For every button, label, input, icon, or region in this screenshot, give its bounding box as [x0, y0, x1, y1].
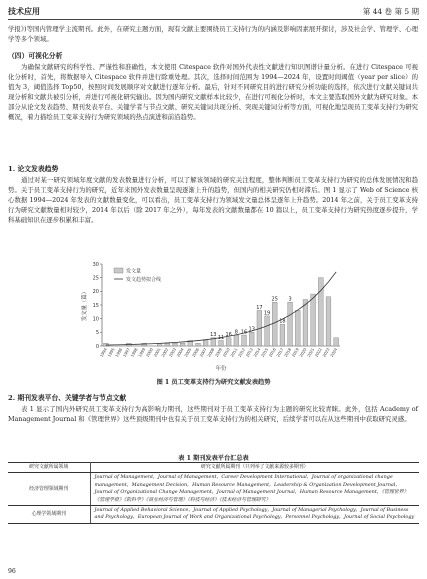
x-tick-label: 1996 [114, 347, 124, 358]
x-tick-label: 2021 [306, 347, 316, 358]
bar-value-label: 13 [210, 332, 217, 339]
bar [180, 343, 185, 346]
journal-table [8, 462, 419, 524]
x-tick-label: 2019 [290, 347, 300, 358]
x-tick-label: 2014 [252, 347, 262, 358]
bar-value-label: 16 [240, 329, 248, 336]
table-header-journals: 研究文献所属期刊（只列举了文献来源较多期刊） [90, 463, 419, 473]
table-row [8, 473, 419, 506]
bar [203, 341, 208, 346]
bar-value-label: 16 [225, 332, 232, 339]
paragraph-publication-trend: 通过对某一研究领域年度文献的发表数量进行分析，可以了解该领域的研究关注程度，整体判断员工变革支持行为研究的总体发展情况和趋势。关于员工变革支持行为的研究，近年来国外发表数量呈现逐渐上升的趋势，但国内的相关研究仍相对滞后。图 1 显示了 Web of Science 核心数据 1994—2024 年发表的文献数量变化，可以看出，员工变革支持行为领域发文量总体呈逐年上升趋势。2014 年之前，关于员工变革支持行为研究文献数量相对较少，2014 年以后（除 2017 年之外），每年发表的文献数量都在 10 篇以上，员工变革支持行为研究热度逐步提升，学科基础知识在逐步积累和丰富。 [8, 176, 418, 224]
bar-value-label: 25 [271, 296, 278, 303]
bar-value-label: 13 [248, 326, 255, 333]
bar [280, 324, 285, 346]
y-tick-label: 10 [92, 316, 99, 323]
y-tick-label: 25 [92, 275, 99, 282]
section-heading-visual-analysis: （四）可视化分析 [8, 52, 63, 60]
running-header-volume: 第 44 卷 第 5 期 [362, 7, 419, 16]
x-tick-label: 2003 [167, 347, 178, 358]
table-caption: 表 1 期刊发表平台汇总表 [178, 455, 249, 462]
y-tick-label: 15 [92, 302, 99, 309]
paragraph-journals-intro: 学报》)等国内管理学主流期刊。此外，在研究主题方面，现有文献主要围绕员工支持行为的内涵及影响因素展开探讨，涉及社会学、管理学、心理学等多个领域。 [8, 25, 418, 43]
x-tick-label: 2015 [259, 347, 270, 358]
table-cell-field: 心理学领域期刊 [8, 506, 90, 524]
x-tick-label: 2001 [152, 347, 162, 358]
y-axis-label: 发文量（篇） [82, 288, 88, 322]
bar-value-label: 19 [263, 310, 271, 317]
x-tick-label: 2016 [267, 347, 277, 358]
table-cell-field: 经济管理领域期刊 [8, 473, 90, 506]
bar-value-label: 17 [256, 304, 263, 311]
paragraph-citespace-method: 为确保文献研究的科学性、严谨性和准确性，本文使用 Citespace 软件对国外代表性文献进行知识图谱计量分析。在进行 Citespace 可视化分析时，首先，将数据导入 Citespace 软件并进行除重处理。其次，选择时间范围为 1994—2024 年，设置时间阈值（year per slice）的值为 3，阈值选择 Top50，按照时间发展顺序对文献进行逐年分析。最后，针对不同研究目的进行研究分析功能的选择，依次进行文献关键词共现分析和文献共被引分析，并进行可视化研究输出。因为国内研究文献样本比较少，在进行可视化分析时，本文主要选取国外文献为研究对象。本部分从论文发表趋势、期刊发表平台、关键学者与节点文献、研究关键词共现分析、突现关键词分析等方面，可视化地呈现员工变革支持行为研究概况，着力描绘员工变革支持行为研究领域的热点演进和前沿趋势。 [8, 63, 418, 121]
bar [249, 332, 254, 346]
bar-value-label: 18 [279, 318, 286, 325]
y-tick-label: 5 [95, 330, 99, 337]
x-tick-label: 1995 [106, 347, 116, 358]
table-cell-journals: Journal of Management，Journal of Management，Career Development International，Journal of organizational change management，Management Decision，Human Resource Management，Leadership & Organization Development Journal，Journal of Organizational Change Management，Journal of Management Journal，Human Resource Management，《管理世界》《管理学报》《软科学》《商业经济与管理》《科技与经济》《技术经济与管理研究》 [90, 473, 419, 506]
x-tick-label: 2002 [160, 347, 170, 358]
table-row [8, 506, 419, 524]
bar-value-label: 3 [288, 296, 292, 303]
bar [272, 302, 277, 346]
y-tick-label: 30 [92, 261, 99, 268]
legend-swatch-bars [114, 268, 123, 273]
y-tick-label: 20 [92, 289, 99, 296]
y-tick-label: 0 [95, 343, 99, 350]
x-axis-label: 年份 [215, 366, 227, 372]
table-header-row [8, 463, 419, 473]
section-heading-publication-trend: 1. 论文发表趋势 [8, 165, 59, 173]
bar [334, 338, 339, 346]
bar-value-label: 11 [217, 334, 225, 341]
x-tick-label: 2017 [275, 347, 285, 358]
x-tick-label: 2010 [221, 347, 231, 358]
bar [242, 335, 247, 346]
running-header-section: 技术应用 [8, 6, 40, 16]
bar [318, 278, 323, 346]
paragraph-journal-platform: 表 1 显示了国内外研究员工变革支持行为高影响力期刊，这些期刊对于员工变革支持行为主题的研究比较青睐。此外，包括 Academy of Management Journal 和《管理世界》这些顶级期刊中也有关于员工变革支持行为的相关研究，后续学者可以在从这些期刊中获取研究灵感。 [8, 405, 418, 423]
x-tick-label: 2012 [236, 347, 247, 358]
table-header-field: 研究文献所属领域 [8, 463, 90, 473]
x-tick-label: 2005 [183, 347, 193, 358]
page-number: 96 [8, 568, 16, 575]
legend-label-bars: 发文量 [126, 268, 142, 275]
bar [265, 316, 270, 346]
x-tick-label: 1999 [137, 347, 147, 358]
bar [288, 302, 293, 346]
x-tick-label: 2022 [313, 347, 323, 358]
x-tick-label: 2007 [198, 347, 208, 358]
figure-caption: 图 1 员工变革支持行为研究文献发表趋势 [156, 379, 271, 386]
x-tick-label: 2004 [175, 347, 185, 358]
x-tick-label: 1998 [129, 347, 139, 358]
legend-label-trend: 发文趋势拟合线 [126, 276, 162, 283]
x-tick-label: 2000 [144, 347, 154, 358]
x-tick-label: 2020 [298, 347, 308, 358]
chart-axes [80, 262, 340, 372]
bar [196, 343, 201, 346]
x-tick-label: 1994 [98, 347, 108, 358]
x-tick-label: 1997 [121, 347, 131, 358]
x-tick-label: 2024 [329, 347, 339, 358]
bar [234, 335, 239, 346]
bar-value-label: 8 [234, 329, 238, 336]
x-tick-label: 2013 [244, 347, 254, 358]
section-heading-journal-platform: 2. 期刊发表平台、关键学者与节点文献 [8, 394, 127, 402]
bar [226, 338, 231, 346]
x-tick-label: 2006 [190, 347, 201, 358]
x-tick-label: 2023 [321, 347, 331, 358]
x-tick-label: 2011 [229, 347, 239, 358]
chart-legend [114, 267, 161, 282]
publication-trend-chart [80, 258, 346, 372]
bar [219, 341, 224, 346]
x-tick-label: 2009 [213, 347, 224, 358]
x-tick-label: 2018 [282, 347, 293, 358]
table-cell-journals: Journal of Applied Behavioral Science，Journal of Applied Psychology，Journal of Managerial Psychology，Journal of Business and Psychology，European Journal of Work and Organizational Psychology，Personnel Psychology，Journal of Social Psychology [90, 506, 419, 524]
bar [311, 294, 316, 346]
bar [173, 343, 178, 346]
header-rule [8, 19, 419, 20]
bar [303, 300, 308, 346]
bar [295, 310, 300, 346]
x-tick-label: 2008 [206, 347, 216, 358]
bar [326, 297, 331, 346]
bar [165, 343, 170, 346]
